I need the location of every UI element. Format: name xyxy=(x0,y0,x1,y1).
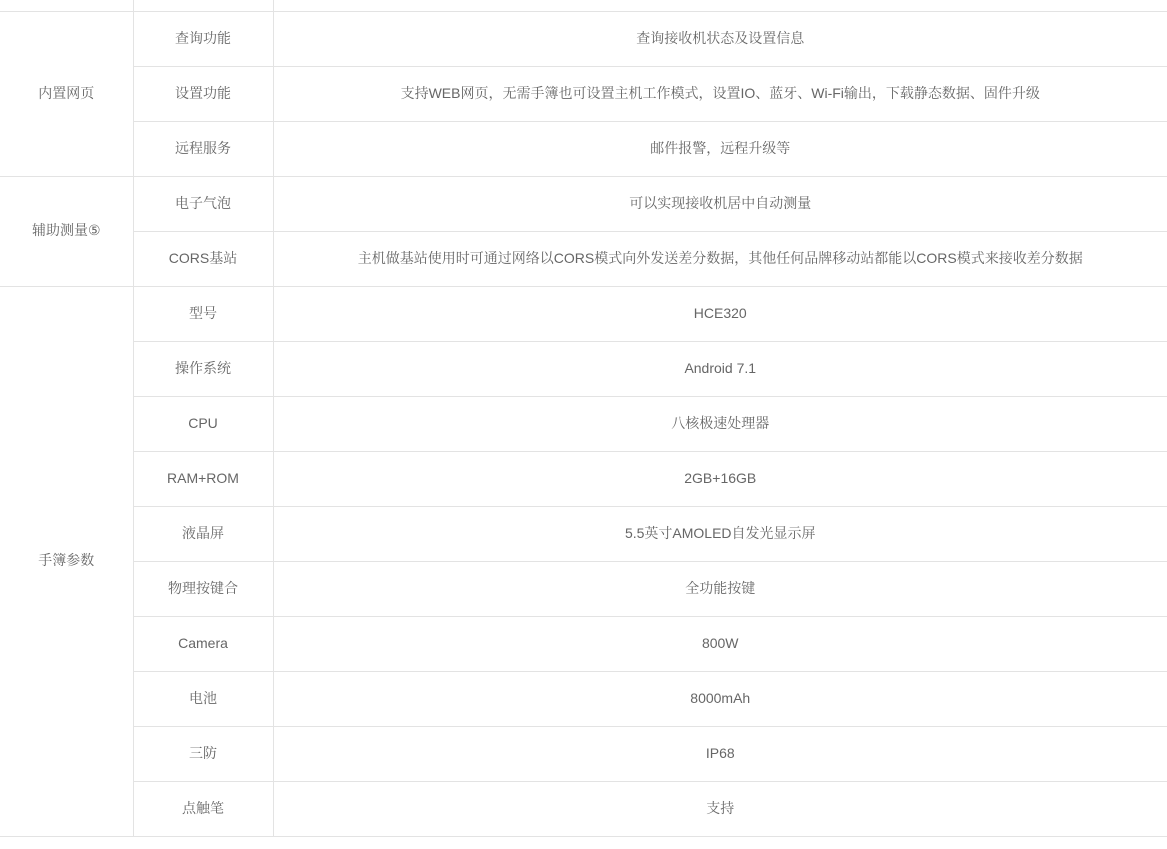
value-cell: 5.5英寸AMOLED自发光显示屏 xyxy=(273,506,1167,561)
partial-row xyxy=(0,0,1167,11)
label-cell: 操作系统 xyxy=(133,341,273,396)
label-cell: 型号 xyxy=(133,286,273,341)
value-cell: 800W xyxy=(273,616,1167,671)
value-cell: HCE320 xyxy=(273,286,1167,341)
table-row xyxy=(0,726,1167,781)
value-cell: 全功能按键 xyxy=(273,561,1167,616)
table-row xyxy=(0,396,1167,451)
label-cell: 设置功能 xyxy=(133,66,273,121)
label-cell: Camera xyxy=(133,616,273,671)
value-cell-partial xyxy=(273,0,1167,11)
value-cell: 八核极速处理器 xyxy=(273,396,1167,451)
label-cell: 液晶屏 xyxy=(133,506,273,561)
table-row xyxy=(0,341,1167,396)
label-cell: 查询功能 xyxy=(133,11,273,66)
label-cell: 电子气泡 xyxy=(133,176,273,231)
label-cell: 点触笔 xyxy=(133,781,273,836)
value-cell: 支持WEB网页，无需手簿也可设置主机工作模式，设置IO、蓝牙、Wi-Fi输出，下载静态数据、固件升级 xyxy=(273,66,1167,121)
value-cell: 2GB+16GB xyxy=(273,451,1167,506)
category-cell: 内置网页 xyxy=(0,11,133,176)
label-cell: 电池 xyxy=(133,671,273,726)
value-cell: IP68 xyxy=(273,726,1167,781)
value-cell: 主机做基站使用时可通过网络以CORS模式向外发送差分数据，其他任何品牌移动站都能以CORS模式来接收差分数据 xyxy=(273,231,1167,286)
value-cell: 支持 xyxy=(273,781,1167,836)
table-row xyxy=(0,561,1167,616)
value-cell: Android 7.1 xyxy=(273,341,1167,396)
label-cell: CPU xyxy=(133,396,273,451)
table-row xyxy=(0,616,1167,671)
table-row xyxy=(0,66,1167,121)
table-row xyxy=(0,506,1167,561)
table-row xyxy=(0,176,1167,231)
value-cell: 可以实现接收机居中自动测量 xyxy=(273,176,1167,231)
table-row xyxy=(0,451,1167,506)
label-cell: RAM+ROM xyxy=(133,451,273,506)
label-cell: 物理按键合 xyxy=(133,561,273,616)
value-cell: 邮件报警，远程升级等 xyxy=(273,121,1167,176)
table-row xyxy=(0,781,1167,836)
category-cell-partial xyxy=(0,0,133,11)
label-cell-partial xyxy=(133,0,273,11)
label-cell: 远程服务 xyxy=(133,121,273,176)
label-cell: 三防 xyxy=(133,726,273,781)
table-row xyxy=(0,286,1167,341)
table-row xyxy=(0,671,1167,726)
value-cell: 8000mAh xyxy=(273,671,1167,726)
table-row xyxy=(0,121,1167,176)
category-cell: 手簿参数 xyxy=(0,286,133,836)
value-cell: 查询接收机状态及设置信息 xyxy=(273,11,1167,66)
table-row xyxy=(0,11,1167,66)
label-cell: CORS基站 xyxy=(133,231,273,286)
table-row xyxy=(0,231,1167,286)
category-cell: 辅助测量⑤ xyxy=(0,176,133,286)
